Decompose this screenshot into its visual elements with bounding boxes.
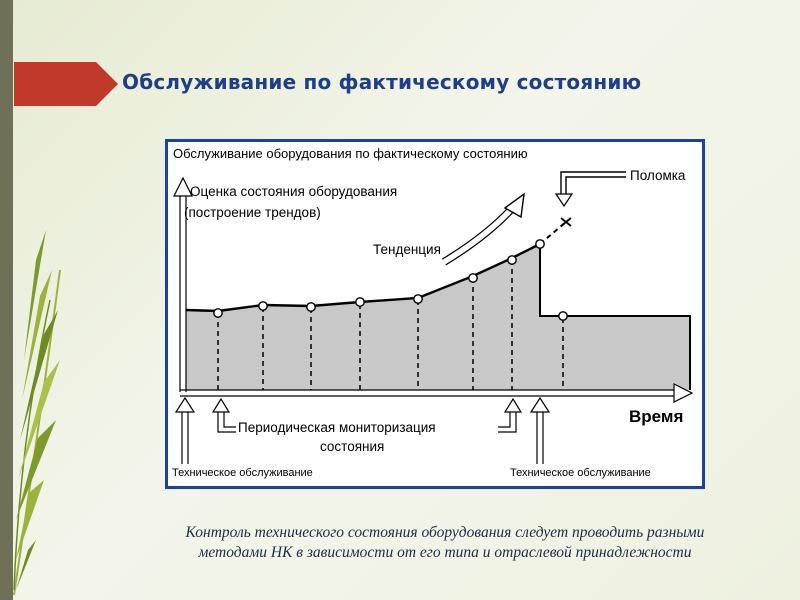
- title-arrow-icon: [0, 62, 118, 106]
- trend-label: Тенденция: [373, 242, 441, 257]
- failure-marker-icon: [561, 218, 571, 226]
- caption-line-1: Контроль технического состояния оборудования следует проводить разными: [185, 524, 705, 541]
- maintenance-right-label: Техническое обслуживание: [510, 467, 651, 479]
- maintenance-arrow-right-icon: [531, 398, 549, 464]
- diagram-header: Обслуживание оборудования по фактическому состоянию: [173, 146, 528, 161]
- caption-line-2: методами НК в зависимости от его типа и отраслевой принадлежности: [198, 544, 692, 561]
- condition-monitoring-diagram: [168, 142, 702, 486]
- maintenance-arrow-left-icon: [176, 398, 194, 464]
- curved-trend-arrow-icon: [444, 194, 524, 262]
- monitoring-label-line1: Периодическая мониторизация: [238, 420, 436, 435]
- maintenance-left-label: Техническое обслуживание: [172, 467, 313, 479]
- page-title: Обслуживание по фактическому состоянию: [122, 70, 642, 94]
- failure-label: Поломка: [630, 168, 686, 183]
- leaf-decoration-icon: [0, 120, 70, 600]
- monitoring-arrow-left-icon: [213, 399, 236, 432]
- monitoring-label-line2: состояния: [320, 439, 385, 454]
- diagram-frame: [165, 139, 705, 489]
- slide-caption: [100, 523, 790, 563]
- time-axis-label: Время: [629, 407, 684, 426]
- y-axis-label-line1: Оценка состояния оборудования: [190, 184, 398, 199]
- failure-pointer-icon: [556, 172, 626, 206]
- y-axis-label-line2: (построение трендов): [184, 205, 321, 220]
- monitoring-arrow-right-icon: [498, 399, 521, 432]
